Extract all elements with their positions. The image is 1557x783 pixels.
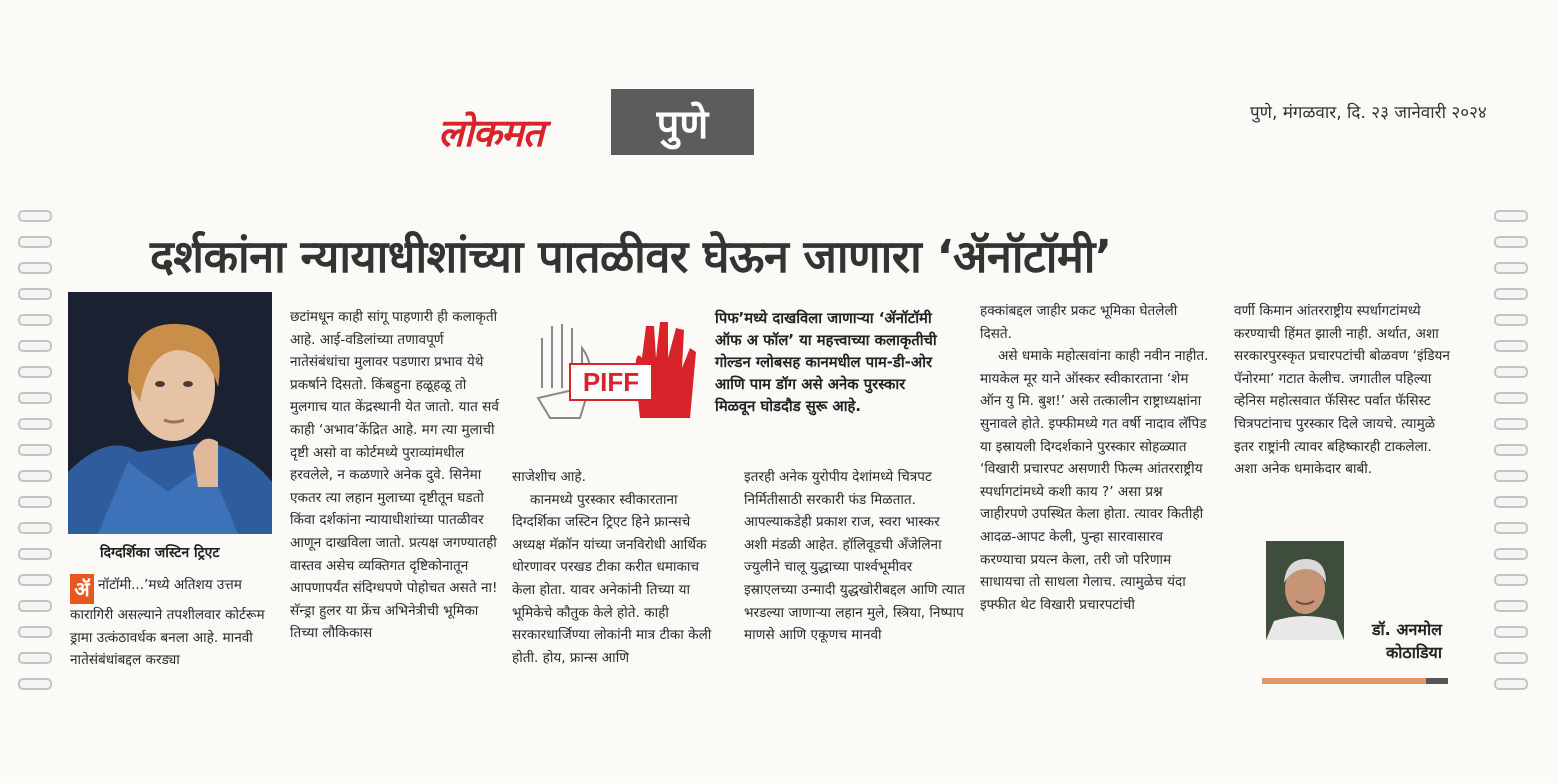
binder-ring (1494, 678, 1528, 690)
dateline: पुणे, मंगळवार, दि. २३ जानेवारी २०२४ (1250, 103, 1487, 123)
newspaper-logo: लोकमत (438, 111, 544, 155)
binder-ring (18, 496, 52, 508)
binder-ring (18, 392, 52, 404)
portrait-image (68, 292, 272, 534)
binder-ring (1494, 496, 1528, 508)
piff-logo (530, 318, 698, 430)
binder-ring (18, 210, 52, 222)
binder-ring (18, 600, 52, 612)
binder-ring (1494, 392, 1528, 404)
binder-ring (18, 548, 52, 560)
column-3-para-1: साजेशीच आहे. (512, 469, 586, 485)
binder-ring (18, 366, 52, 378)
binder-ring (1494, 262, 1528, 274)
binder-ring (18, 418, 52, 430)
binder-ring (18, 340, 52, 352)
photo-caption: दिग्दर्शिका जस्टिन ट्रिएट (100, 545, 220, 561)
binder-ring (1494, 444, 1528, 456)
binder-ring (1494, 522, 1528, 534)
binder-ring (1494, 626, 1528, 638)
column-3 (512, 466, 724, 669)
binder-ring (1494, 600, 1528, 612)
author-name-line-2: कोठाडिया (1385, 643, 1442, 662)
binder-ring (18, 574, 52, 586)
binder-ring (18, 262, 52, 274)
article-headline: दर्शकांना न्यायाधीशांच्या पातळीवर घेऊन जाणारा ‘ॲनॉटॉमी’ (150, 230, 1112, 283)
director-photo (68, 292, 272, 534)
binder-ring (18, 626, 52, 638)
binder-ring (18, 678, 52, 690)
author-portrait (1266, 541, 1344, 640)
column-2-text: छटांमधून काही सांगू पाहणारी ही कलाकृती आहे. आई-वडिलांच्या तणावपूर्ण नातेसंबंधांचा मुलावर पडणारा प्रभाव येथे प्रकर्षाने दिसतो. किंबहुना हळूहळू तो मुलगाच यात केंद्रस्थानी येत जातो. यात सर्व काही ‘अभाव’केंद्रित आहे. मग त्या मुलाची दृष्टी असो वा कोर्टमध्ये पुराव्यांमधील हरवलेले, न कळणारे अनेक दुवे. सिनेमा एकतर त्या लहान मुलाच्या दृष्टीतून घडतो किंवा दर्शकांना न्यायाधीशांच्या पातळीवर आणून दाखविला जातो. प्रत्यक्ष जगण्यातही वास्तव असेच व्यक्तिगत दृष्टिकोनातून आपणापर्यंत संदिग्धपणे पोहोचत असते ना! सॅन्ड्रा हुलर या फ्रेंच अभिनेत्रीची भूमिका तिच्या लौकिकास (290, 309, 499, 642)
column-1-text: नॉटॉमी...’मध्ये अतिशय उत्तम कारागिरी असल्याने तपशीलवार कोर्टरूम ड्रामा उत्कंठावर्धक बनला आहे. मानवी नातेसंबंधांबद्दल करड्या (70, 577, 265, 669)
binder-ring (18, 470, 52, 482)
pull-quote: पिफ’मध्ये दाखविला जाणाऱ्या ‘ॲनॉटॉमी ऑफ अ फॉल’ या महत्त्वाच्या कलाकृतीची गोल्डन ग्लोबसह कानमधील पाम-डी-ओर आणि पाम डॉग असे अनेक पुरस्कार मिळवून घोडदौड सुरू आहे. (715, 310, 937, 415)
edition-city-box: पुणे (611, 89, 754, 155)
column-6 (1234, 300, 1456, 481)
binder-ring (18, 314, 52, 326)
binder-ring (1494, 418, 1528, 430)
column-2 (290, 306, 502, 645)
author-photo (1266, 541, 1344, 640)
column-5-para-2: असे धमाके महोत्सवांना काही नवीन नाहीत. मायकेल मूर याने ऑस्कर स्वीकारताना ‘शेम ऑन यु मि. बुश!’ असे तत्कालीन राष्ट्राध्यक्षांना सुनावले होते. इफ्फीमध्ये गत वर्षी नादाव लॅपिड या इस्रायली दिग्दर्शकाने पुरस्कार सोहळ्यात ‘विखारी प्रचारपट असणारी फिल्म आंतरराष्ट्रीय स्पर्धागटांमध्ये कशी काय ?’ असा प्रश्न जाहीरपणे उपस्थित केला होता. त्यावर कितीही आदळ-आपट केली, पुन्हा सारवासारव करण्याचा प्रयत्न केला, तरी जो परिणाम साधायचा तो साधला गेलाच. त्यामुळेच यंदा इफ्फीत थेट विखारी प्रचारपटांची (980, 348, 1209, 613)
author-byline (1352, 618, 1442, 664)
binder-ring (1494, 548, 1528, 560)
piff-text: PIFF (582, 367, 640, 397)
binder-ring (1494, 574, 1528, 586)
drop-cap: ॲ (70, 574, 94, 604)
binder-ring (1494, 366, 1528, 378)
author-name-line-1: डॉ. अनमोल (1371, 620, 1442, 639)
binder-ring (1494, 288, 1528, 300)
binder-ring (1494, 210, 1528, 222)
column-4-text: इतरही अनेक युरोपीय देशांमध्ये चित्रपट निर्मितीसाठी सरकारी फंड मिळतात. आपल्याकडेही प्रकाश राज, स्वरा भास्कर अशी मंडळी आहेत. हॉलिवूडची अँजेलिना ज्युलीने चालू युद्धाच्या पार्श्वभूमीवर इस्राएलच्या उन्मादी युद्धखोरीबद्दल आणि त्यात भरडल्या जाणाऱ्या लहान मुले, स्त्रिया, निष्पाप माणसे आणि एकूणच मानवी (744, 469, 965, 644)
hands-icon (530, 318, 698, 430)
author-underline-dark (1426, 678, 1448, 684)
binder-ring (1494, 652, 1528, 664)
author-underline (1262, 678, 1448, 684)
column-3-para-2: कानमध्ये पुरस्कार स्वीकारताना दिग्दर्शिका जस्टिन ट्रिएट हिने फ्रान्सचे अध्यक्ष मॅक्रॉन यांच्या जनविरोधी आर्थिक धोरणावर परखड टीका करीत धमाकाच केला होता. यावर अनेकांनी तिच्या या भूमिकेचे कौतुक केले होते. काही सरकारधार्जिण्या लोकांनी मात्र टीका केली होती. होय, फ्रान्स आणि (512, 491, 712, 666)
binder-ring (18, 652, 52, 664)
binder-ring (1494, 314, 1528, 326)
column-5-para-1: हक्कांबद्दल जाहीर प्रकट भूमिका घेतलेली दिसते. (980, 303, 1178, 342)
binder-ring (1494, 236, 1528, 248)
binder-ring (18, 522, 52, 534)
column-1 (70, 574, 282, 672)
binder-ring (1494, 340, 1528, 352)
binder-ring (18, 288, 52, 300)
binder-ring (1494, 470, 1528, 482)
column-4 (744, 466, 966, 647)
column-5 (980, 300, 1210, 616)
column-6-text: वर्णी किमान आंतरराष्ट्रीय स्पर्धागटांमध्ये करण्याची हिंमत झाली नाही. अर्थात, अशा सरकारपुरस्कृत प्रचारपटांची बोळवण ‘इंडियन पॅनोरमा’ गटात केलीच. जगातील पहिल्या व्हेनिस महोत्सवात फॅसिस्ट पर्वात फॅसिस्ट चित्रपटांनाच पुरस्कार दिले जायचे. त्यामुळे इतर राष्ट्रांनी त्यावर बहिष्कारही टाकलेला. अशा अनेक धमाकेदार बाबी. (1234, 303, 1450, 478)
binder-ring (18, 236, 52, 248)
binder-ring (18, 444, 52, 456)
